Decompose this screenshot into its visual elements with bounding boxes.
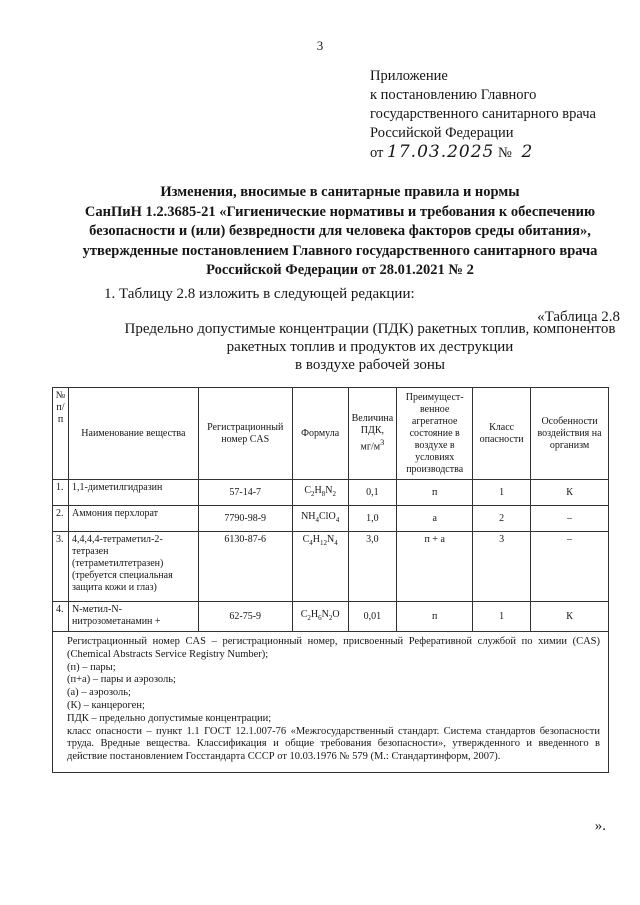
header-pdk-unit-exponent: 3: [380, 438, 385, 448]
hazard-class: 1: [473, 602, 531, 632]
hazard-class: 1: [473, 480, 531, 506]
title-line: Российской Федерации от 28.01.2021 № 2: [206, 262, 474, 278]
aggregate-state: а: [397, 506, 473, 532]
pdk-value: 1,0: [348, 506, 397, 532]
note-line: (п) – пары;: [67, 661, 116, 673]
substance-name: N-метил-N-нитрозометанамин +: [68, 602, 198, 632]
appendix-line: Российской Федерации: [370, 125, 514, 141]
appendix-line: Приложение: [370, 68, 448, 84]
cas-number: 6130-87-6: [198, 532, 292, 602]
table-reference: «Таблица 2.8: [537, 309, 620, 325]
header-effect: Особенности воздействия на организм: [531, 388, 609, 480]
substance-name: Аммония перхлорат: [68, 506, 198, 532]
caption-line: ракетных топлив и продуктов их деструкции: [226, 339, 514, 355]
aggregate-state: п + а: [397, 532, 473, 602]
header-formula: Формула: [292, 388, 348, 480]
hazard-class: 3: [473, 532, 531, 602]
row-number: 3.: [53, 532, 69, 602]
pdk-value: 0,01: [348, 602, 397, 632]
pdk-value: 3,0: [348, 532, 397, 602]
row-number: 2.: [53, 506, 69, 532]
formula: $C_4H_{12}N_4$: [292, 532, 348, 602]
table-notes: [53, 632, 609, 773]
title-line: утвержденные постановлением Главного государственного санитарного врача: [82, 242, 598, 259]
table-row: [53, 602, 609, 632]
header-pdk-line: Величина: [351, 413, 394, 425]
handwritten-date: 17.03.2025: [387, 142, 495, 162]
effect: –: [531, 506, 609, 532]
row-number: 1.: [53, 480, 69, 506]
title-line: Изменения, вносимые в санитарные правила и нормы: [160, 184, 520, 200]
note-line: класс опасности – пункт 1.1 ГОСТ 12.1.007-76 «Межгосударственный стандарт. Система стандартов безопасности труда. Вредные вещества. Классификация и общие требования безопасности», утвержденного и введенного в действие постановлением Госстандарта СССР от 10.03.1976 № 579 (М.: Стандартинформ, 2007).: [67, 725, 600, 763]
note-line: (п+а) – пары и аэрозоль;: [67, 674, 176, 686]
caption-line: в воздухе рабочей зоны: [295, 357, 445, 373]
header-pdk-line: ПДК,: [360, 425, 385, 437]
appendix-date-line: [370, 143, 596, 163]
header-cas: Регистрационный номер CAS: [198, 388, 292, 480]
aggregate-state: п: [397, 602, 473, 632]
hazard-class: 2: [473, 506, 531, 532]
caption-line: Предельно допустимые концентрации (ПДК) ракетных топлив, компонентов: [124, 321, 616, 337]
header-state: Преимущест-венное агрегатное состояние в воздухе в условиях производства: [397, 388, 473, 480]
header-pdk-unit-text: мг/м: [360, 441, 381, 453]
cas-number: 7790-98-9: [198, 506, 292, 532]
table-row: [53, 506, 609, 532]
header-pdk: [348, 388, 397, 480]
effect: К: [531, 602, 609, 632]
notes-row: [53, 632, 609, 773]
pdk-value: 0,1: [348, 480, 397, 506]
effect: –: [531, 532, 609, 602]
table-row: [53, 480, 609, 506]
formula: $C_2H_6N_2O$: [292, 602, 348, 632]
substance-name: 4,4,4,4-тетраметил-2-тетразен (тетраметилтетразен) (требуется специальная защита кожи и глаз): [68, 532, 198, 602]
formula: $C_2H_8N_2$: [292, 480, 348, 506]
row-number: 4.: [53, 602, 69, 632]
number-sign: №: [498, 145, 512, 161]
cas-number: 62-75-9: [198, 602, 292, 632]
cas-number: 57-14-7: [198, 480, 292, 506]
item-1-text: 1. Таблицу 2.8 изложить в следующей редакции:: [104, 286, 415, 302]
table-row: [53, 532, 609, 602]
formula: $NH_4ClO_4$: [292, 506, 348, 532]
note-line: Регистрационный номер CAS – регистрационный номер, присвоенный Реферативной службой по химии (CAS) (Chemical Abstracts Service Registry Number);: [67, 636, 600, 660]
header-number: № п/п: [53, 388, 69, 480]
substance-name: 1,1-диметилгидразин: [68, 480, 198, 506]
document-title: [50, 183, 630, 281]
page-number: 3: [316, 38, 324, 53]
header-class: Класс опасности: [473, 388, 531, 480]
pdk-table: [52, 387, 609, 773]
handwritten-number: 2: [521, 142, 534, 162]
note-line: (К) – канцероген;: [67, 699, 145, 711]
closing-quote: ».: [594, 818, 606, 834]
header-name: Наименование вещества: [68, 388, 198, 480]
table-header-row: [53, 388, 609, 480]
table-body: [53, 480, 609, 632]
aggregate-state: п: [397, 480, 473, 506]
effect: К: [531, 480, 609, 506]
date-prefix: от: [370, 145, 384, 161]
table-caption: [100, 320, 640, 374]
title-line: СанПиН 1.2.3685-21 «Гигиенические нормативы и требования к обеспечению: [84, 203, 596, 220]
appendix-line: к постановлению Главного: [370, 87, 537, 103]
appendix-line: государственного санитарного врача: [370, 106, 596, 122]
note-line: ПДК – предельно допустимые концентрации;: [67, 712, 272, 724]
appendix-header: [370, 67, 596, 163]
title-line: безопасности и (или) безвредности для человека факторов среды обитания»,: [89, 223, 591, 239]
header-pdk-unit: [352, 437, 394, 453]
note-line: (а) – аэрозоль;: [67, 687, 131, 699]
